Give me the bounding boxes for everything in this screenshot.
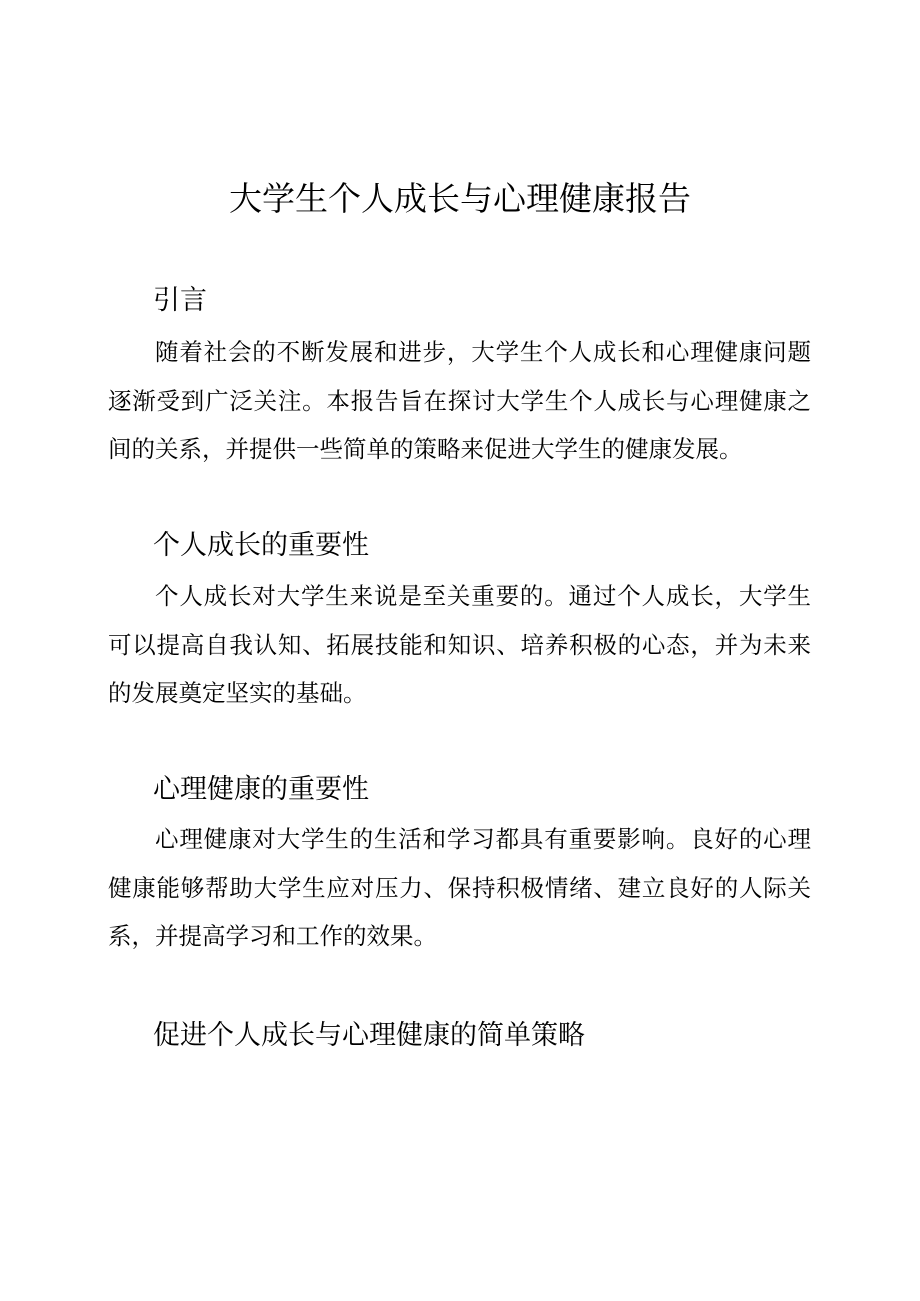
section-heading-mental-health: 心理健康的重要性 (153, 774, 369, 805)
section-heading-personal-growth: 个人成长的重要性 (153, 530, 369, 561)
section-heading-strategies: 促进个人成长与心理健康的简单策略 (153, 1020, 585, 1051)
document-title: 大学生个人成长与心理健康报告 (229, 179, 691, 218)
section-paragraph-introduction: 随着社会的不断发展和进步，大学生个人成长和心理健康问题逐渐受到广泛关注。本报告旨在探讨大学生个人成长与心理健康之间的关系，并提供一些简单的策略来促进大学生的健康发展。 (108, 338, 811, 463)
section-heading-introduction: 引言 (153, 285, 207, 316)
section-paragraph-mental-health: 心理健康对大学生的生活和学习都具有重要影响。良好的心理健康能够帮助大学生应对压力、保持积极情绪、建立良好的人际关系，并提高学习和工作的效果。 (108, 825, 811, 950)
section-paragraph-personal-growth: 个人成长对大学生来说是至关重要的。通过个人成长，大学生可以提高自我认知、拓展技能和知识、培养积极的心态，并为未来的发展奠定坚实的基础。 (108, 582, 811, 707)
